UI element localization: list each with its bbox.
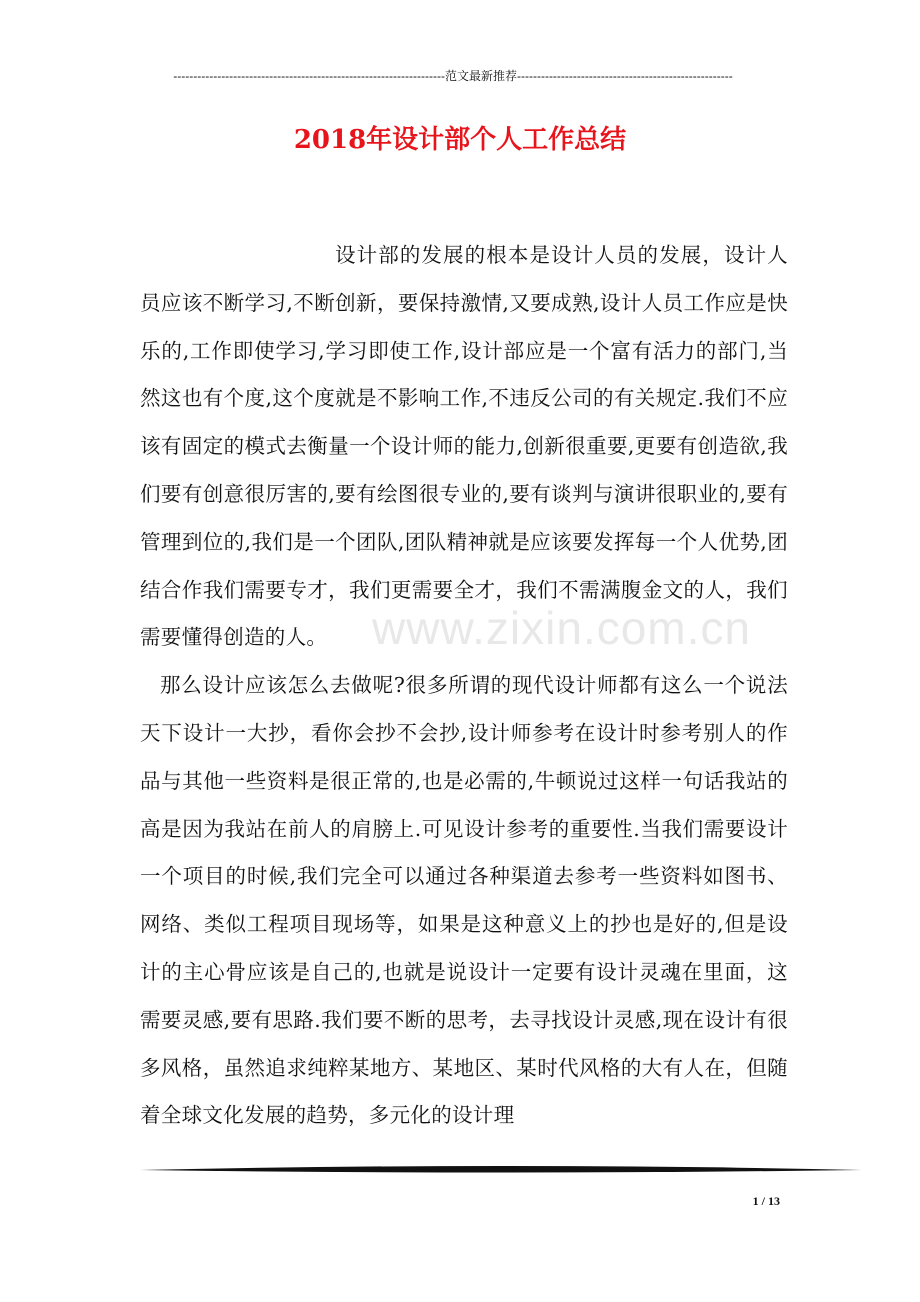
paragraph-2: 那么设计应该怎么去做呢?很多所谓的现代设计师都有这么一个说法天下设计一大抄，看你会抄不会抄,设计师参考在设计时参考别人的作品与其他一些资料是很正常的,也是必需的,牛顿说过这样一句话我站的高是因为我站在前人的肩膀上.可见设计参考的重要性.当我们需要设计一个项目的时候,我们完全可以通过各种渠道去参考一些资料如图书、网络、类似工程项目现场等，如果是这种意义上的抄也是好的,但是设计的主心骨应该是自己的,也就是说设计一定要有设计灵魂在里面，这需要灵感,要有思路.我们要不断的思考，去寻找设计灵感,现在设计有很多风格，虽然追求纯粹某地方、某地区、某时代风格的大有人在，但随着全球文化发展的趋势，多元化的设计理 bbox=[140, 673, 788, 1128]
header-banner: --------------------------------------------------------------------范文最新推荐------------------------------------------------------ bbox=[173, 69, 733, 83]
paragraph-1: 设计部的发展的根本是设计人员的发展，设计人员应该不断学习,不断创新，要保持激情,又要成熟,设计人员工作应是快乐的,工作即使学习,学习即使工作,设计部应是一个富有活力的部门,当然这也有个度,这个度就是不影响工作,不违反公司的有关规定.我们不应该有固定的模式去衡量一个设计师的能力,创新很重要,更要有创造欲,我们要有创意很厉害的,要有绘图很专业的,要有谈判与演讲很职业的,要有管理到位的,我们是一个团队,团队精神就是应该要发挥每一个人优势,团结合作我们需要专才，我们更需要全才，我们不需满腹金文的人，我们需要懂得创造的人。 bbox=[140, 243, 788, 650]
footer-divider bbox=[140, 1163, 862, 1177]
page-number: 1 / 13 bbox=[752, 1194, 780, 1208]
document-body bbox=[140, 232, 788, 1140]
watermark-text: www.zixin.com.cn bbox=[372, 602, 751, 654]
document-title: 2018年设计部个人工作总结 bbox=[293, 125, 627, 155]
